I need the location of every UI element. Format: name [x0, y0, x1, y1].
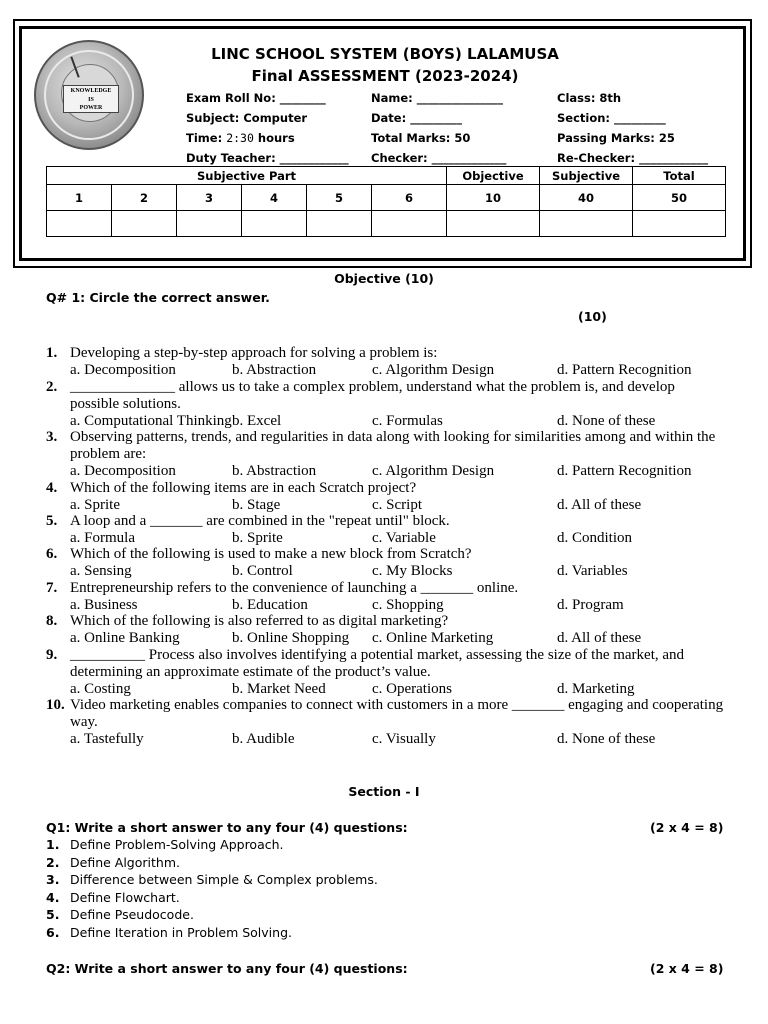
mcq-options	[70, 597, 726, 614]
mcq-number: 8.	[46, 613, 58, 629]
q1-marks: (2 x 4 = 8)	[650, 820, 724, 835]
mcq-option[interactable]: a. Decomposition	[70, 361, 176, 378]
mcq-item	[46, 480, 726, 514]
list-item: 5. Define Pseudocode.	[46, 907, 194, 922]
mcq-option[interactable]: a. Online Banking	[70, 629, 180, 646]
duty-teacher-field: Duty Teacher: ____________	[186, 151, 349, 165]
mcq-item	[46, 580, 726, 614]
marks-blank-cell	[177, 211, 242, 237]
mcq-item	[46, 546, 726, 580]
mcq-option[interactable]: d. Pattern Recognition	[557, 462, 692, 479]
mcq-option[interactable]: d. Condition	[557, 529, 633, 546]
marks-col: 10	[447, 185, 540, 211]
mcq-question-text: Which of the following items are in each Scratch project?	[70, 480, 417, 496]
mcq-item	[46, 513, 726, 547]
mcq-option[interactable]: d. Variables	[557, 562, 628, 579]
marks-blank-cell	[540, 211, 633, 237]
mcq-question-text: Which of the following is also referred to as digital marketing?	[70, 613, 449, 629]
mcq-options	[70, 497, 726, 514]
mcq-option[interactable]: a. Computational Thinking	[70, 412, 232, 429]
mcq-item	[46, 429, 726, 479]
assessment-title: Final ASSESSMENT (2023-2024)	[251, 67, 519, 85]
marks-col: 4	[242, 185, 307, 211]
marks-col: 3	[177, 185, 242, 211]
mcq-options	[70, 630, 726, 647]
mcq-number: 7.	[46, 580, 58, 596]
mcq-option[interactable]: a. Business	[70, 596, 138, 613]
marks-blank-cell	[47, 211, 112, 237]
mcq-option[interactable]: a. Costing	[70, 680, 131, 697]
list-item: 6. Define Iteration in Problem Solving.	[46, 924, 292, 940]
marks-blank-cell	[633, 211, 726, 237]
mcq-item	[46, 345, 726, 379]
total-marks-field: Total Marks: 50	[371, 131, 471, 145]
time-value: 2:30	[226, 131, 254, 145]
mcq-question-text: Developing a step-by-step approach for solving a problem is:	[70, 345, 438, 361]
marks-blank-cell	[307, 211, 372, 237]
marks-col: 40	[540, 185, 633, 211]
mcq-item	[46, 647, 726, 697]
mcq-option[interactable]: d. None of these	[557, 412, 656, 429]
marks-col: 6	[372, 185, 447, 211]
mcq-option[interactable]: c. Formulas	[372, 412, 443, 429]
exam-roll-field: Exam Roll No: ________	[186, 91, 326, 105]
mcq-question-text: Video marketing enables companies to connect with customers in a more _______ engaging and cooperating way.	[70, 697, 724, 730]
mcq-option[interactable]: c. Variable	[372, 529, 436, 546]
mcq-number: 4.	[46, 480, 58, 496]
mcq-number: 3.	[46, 429, 58, 445]
mcq-option[interactable]: c. Operations	[372, 680, 452, 697]
list-item: 4. Define Flowchart.	[46, 889, 180, 905]
q1-label: Q1: Write a short answer to any four (4) questions:	[46, 820, 408, 835]
mcq-question-text: Observing patterns, trends, and regularities in data along with looking for similarities among and within the problem are:	[70, 429, 716, 462]
mcq-options	[70, 362, 726, 379]
mcq-number: 1.	[46, 345, 58, 361]
mcq-options	[70, 563, 726, 580]
mcq-options	[70, 530, 726, 547]
list-item: 3. Difference between Simple & Complex problems.	[46, 872, 378, 887]
marks-blank-cell	[447, 211, 540, 237]
mcq-option[interactable]: a. Formula	[70, 529, 135, 546]
mcq-option[interactable]: b. Education	[232, 596, 308, 613]
marks-head-objective: Objective	[447, 167, 540, 185]
marks-head-subjective: Subjective	[540, 167, 633, 185]
mcq-option[interactable]: a. Sensing	[70, 562, 132, 579]
mcq-option[interactable]: c. Algorithm Design	[372, 462, 495, 479]
mcq-option[interactable]: d. Program	[557, 596, 624, 613]
rechecker-field: Re-Checker: ____________	[557, 151, 709, 165]
passing-marks-field: Passing Marks: 25	[557, 131, 675, 145]
marks-head-subjective-part: Subjective Part	[47, 167, 447, 185]
mcq-option[interactable]: c. My Blocks	[372, 562, 453, 579]
mcq-option[interactable]: c. Algorithm Design	[372, 361, 495, 378]
marks-head-total: Total	[633, 167, 726, 185]
mcq-option[interactable]: d. Pattern Recognition	[557, 361, 692, 378]
mcq-option[interactable]: d. All of these	[557, 496, 642, 513]
mcq-number: 2.	[46, 379, 58, 395]
subject-field: Subject: Computer	[186, 111, 308, 125]
mcq-option[interactable]: a. Decomposition	[70, 462, 176, 479]
mcq-item	[46, 379, 726, 429]
marks-col: 50	[633, 185, 726, 211]
mcq-option[interactable]: a. Tastefully	[70, 730, 144, 747]
mcq-option[interactable]: a. Sprite	[70, 496, 120, 513]
mcq-question-text: ______________ allows us to take a complex problem, understand what the problem is, and develop possible solutions.	[70, 379, 675, 412]
mcq-option[interactable]: b. Control	[232, 562, 293, 579]
checker-field: Checker: _____________	[371, 151, 507, 165]
mcq-option[interactable]: d. All of these	[557, 629, 642, 646]
mcq-option[interactable]: c. Online Marketing	[372, 629, 494, 646]
mcq-options	[70, 681, 726, 698]
school-name: LINC SCHOOL SYSTEM (BOYS) LALAMUSA	[211, 45, 559, 63]
objective-instruction: Q# 1: Circle the correct answer.	[46, 290, 270, 305]
marks-blank-cell	[372, 211, 447, 237]
mcq-question-text: Which of the following is used to make a new block from Scratch?	[70, 546, 472, 562]
mcq-option[interactable]: b. Stage	[232, 496, 281, 513]
mcq-options	[70, 413, 726, 430]
mcq-number: 5.	[46, 513, 58, 529]
mcq-question-text: __________ Process also involves identifying a potential market, assessing the size of the market, and determining an approximate estimate of the product’s value.	[70, 647, 685, 680]
mcq-option[interactable]: c. Visually	[372, 730, 436, 747]
mcq-question-text: A loop and a _______ are combined in the "repeat until" block.	[70, 513, 450, 529]
mcq-options	[70, 463, 726, 480]
section-heading: Section - I	[348, 784, 420, 799]
time-unit: hours	[257, 131, 295, 145]
mcq-option[interactable]: c. Shopping	[372, 596, 444, 613]
school-logo	[34, 40, 144, 150]
q2-marks: (2 x 4 = 8)	[650, 961, 724, 976]
mcq-option[interactable]: d. Marketing	[557, 680, 635, 697]
mcq-question-text: Entrepreneurship refers to the convenience of launching a _______ online.	[70, 580, 519, 596]
marks-table	[46, 166, 726, 237]
mcq-number: 6.	[46, 546, 58, 562]
mcq-item	[46, 613, 726, 647]
objective-heading: Objective (10)	[334, 271, 434, 286]
mcq-option[interactable]: d. None of these	[557, 730, 656, 747]
date-field: Date: _________	[371, 111, 462, 125]
marks-blank-cell	[242, 211, 307, 237]
mcq-option[interactable]: b. Market Need	[232, 680, 326, 697]
list-item: 2. Define Algorithm.	[46, 854, 180, 870]
class-field: Class: 8th	[557, 91, 622, 105]
q2-label: Q2: Write a short answer to any four (4) questions:	[46, 961, 408, 976]
mcq-option[interactable]: b. Excel	[232, 412, 282, 429]
mcq-option[interactable]: b. Abstraction	[232, 462, 317, 479]
section-field: Section: _________	[557, 111, 666, 125]
objective-marks: (10)	[578, 309, 607, 324]
marks-col: 5	[307, 185, 372, 211]
mcq-number: 9.	[46, 647, 58, 663]
mcq-option[interactable]: b. Online Shopping	[232, 629, 350, 646]
list-item: 1. Define Problem-Solving Approach.	[46, 837, 284, 852]
marks-col: 2	[112, 185, 177, 211]
mcq-option[interactable]: b. Audible	[232, 730, 295, 747]
short-question-list	[46, 836, 378, 941]
logo-motto: KNOWLEDGE IS POWER	[63, 85, 119, 113]
time-label: Time:	[186, 131, 223, 145]
mcq-item	[46, 697, 726, 747]
mcq-options	[70, 731, 726, 748]
mcq-option[interactable]: c. Script	[372, 496, 422, 513]
mcq-number: 10.	[46, 697, 65, 713]
marks-col: 1	[47, 185, 112, 211]
mcq-option[interactable]: b. Sprite	[232, 529, 283, 546]
marks-blank-cell	[112, 211, 177, 237]
mcq-option[interactable]: b. Abstraction	[232, 361, 317, 378]
name-field: Name: _______________	[371, 91, 504, 105]
time-field	[186, 131, 295, 145]
